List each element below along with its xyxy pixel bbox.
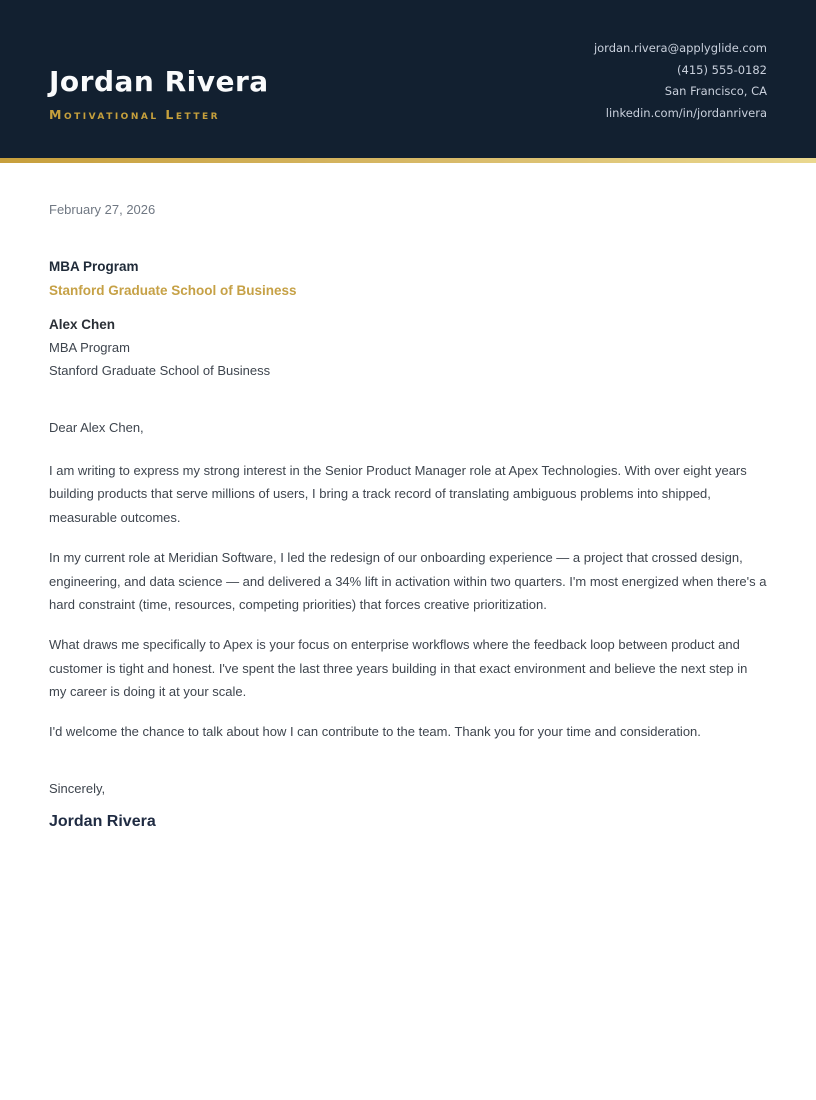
paragraph-4: I'd welcome the chance to talk about how I can contribute to the team. Thank you for your time and consideration. bbox=[49, 724, 701, 740]
signature-name: Jordan Rivera bbox=[49, 813, 156, 831]
letter-header bbox=[0, 0, 816, 158]
org-program: MBA Program bbox=[49, 259, 139, 274]
recipient-name: Alex Chen bbox=[49, 317, 116, 332]
contact-phone: (415) 555-0182 bbox=[677, 62, 767, 77]
paragraph-3: What draws me specifically to Apex is your focus on enterprise workflows where the feedback loop between product and customer is tight and honest. I've spent the last three years building in that exact environment and believe the next step in my career is doing it at your scale. bbox=[49, 636, 748, 700]
closing: Sincerely, bbox=[49, 780, 106, 796]
author-name: Jordan Rivera bbox=[49, 65, 269, 98]
contact-block bbox=[594, 38, 767, 158]
recipient-block bbox=[49, 313, 767, 382]
contact-email: jordan.rivera@applyglide.com bbox=[593, 41, 767, 55]
contact-linkedin: linkedin.com/in/jordanrivera bbox=[605, 105, 767, 120]
identity-block bbox=[49, 67, 269, 158]
document-subtitle: Motivational Letter bbox=[49, 106, 221, 122]
contact-location: San Francisco, CA bbox=[664, 84, 767, 98]
recipient-program: MBA Program bbox=[49, 340, 130, 355]
org-school: Stanford Graduate School of Business bbox=[49, 283, 297, 298]
letter-date: February 27, 2026 bbox=[49, 202, 156, 217]
paragraph-2: In my current role at Meridian Software, I led the redesign of our onboarding experience — a project that crossed design, engineering, and data science — and delivered a 34% lift in activation within two quarters. I'm most energized when there's a hard constraint (time, resources, competing priorities) that forces creative prioritization. bbox=[49, 549, 767, 613]
paragraph-1: I am writing to express my strong interest in the Senior Product Manager role at Apex Technologies. With over eight years building products that serve millions of users, I bring a track record of translating ambiguous problems into shipped, measurable outcomes. bbox=[49, 462, 747, 526]
organization-block bbox=[49, 259, 767, 298]
salutation: Dear Alex Chen, bbox=[49, 420, 144, 435]
gold-divider bbox=[0, 158, 816, 163]
letter-body bbox=[0, 202, 816, 831]
recipient-school: Stanford Graduate School of Business bbox=[49, 363, 271, 378]
